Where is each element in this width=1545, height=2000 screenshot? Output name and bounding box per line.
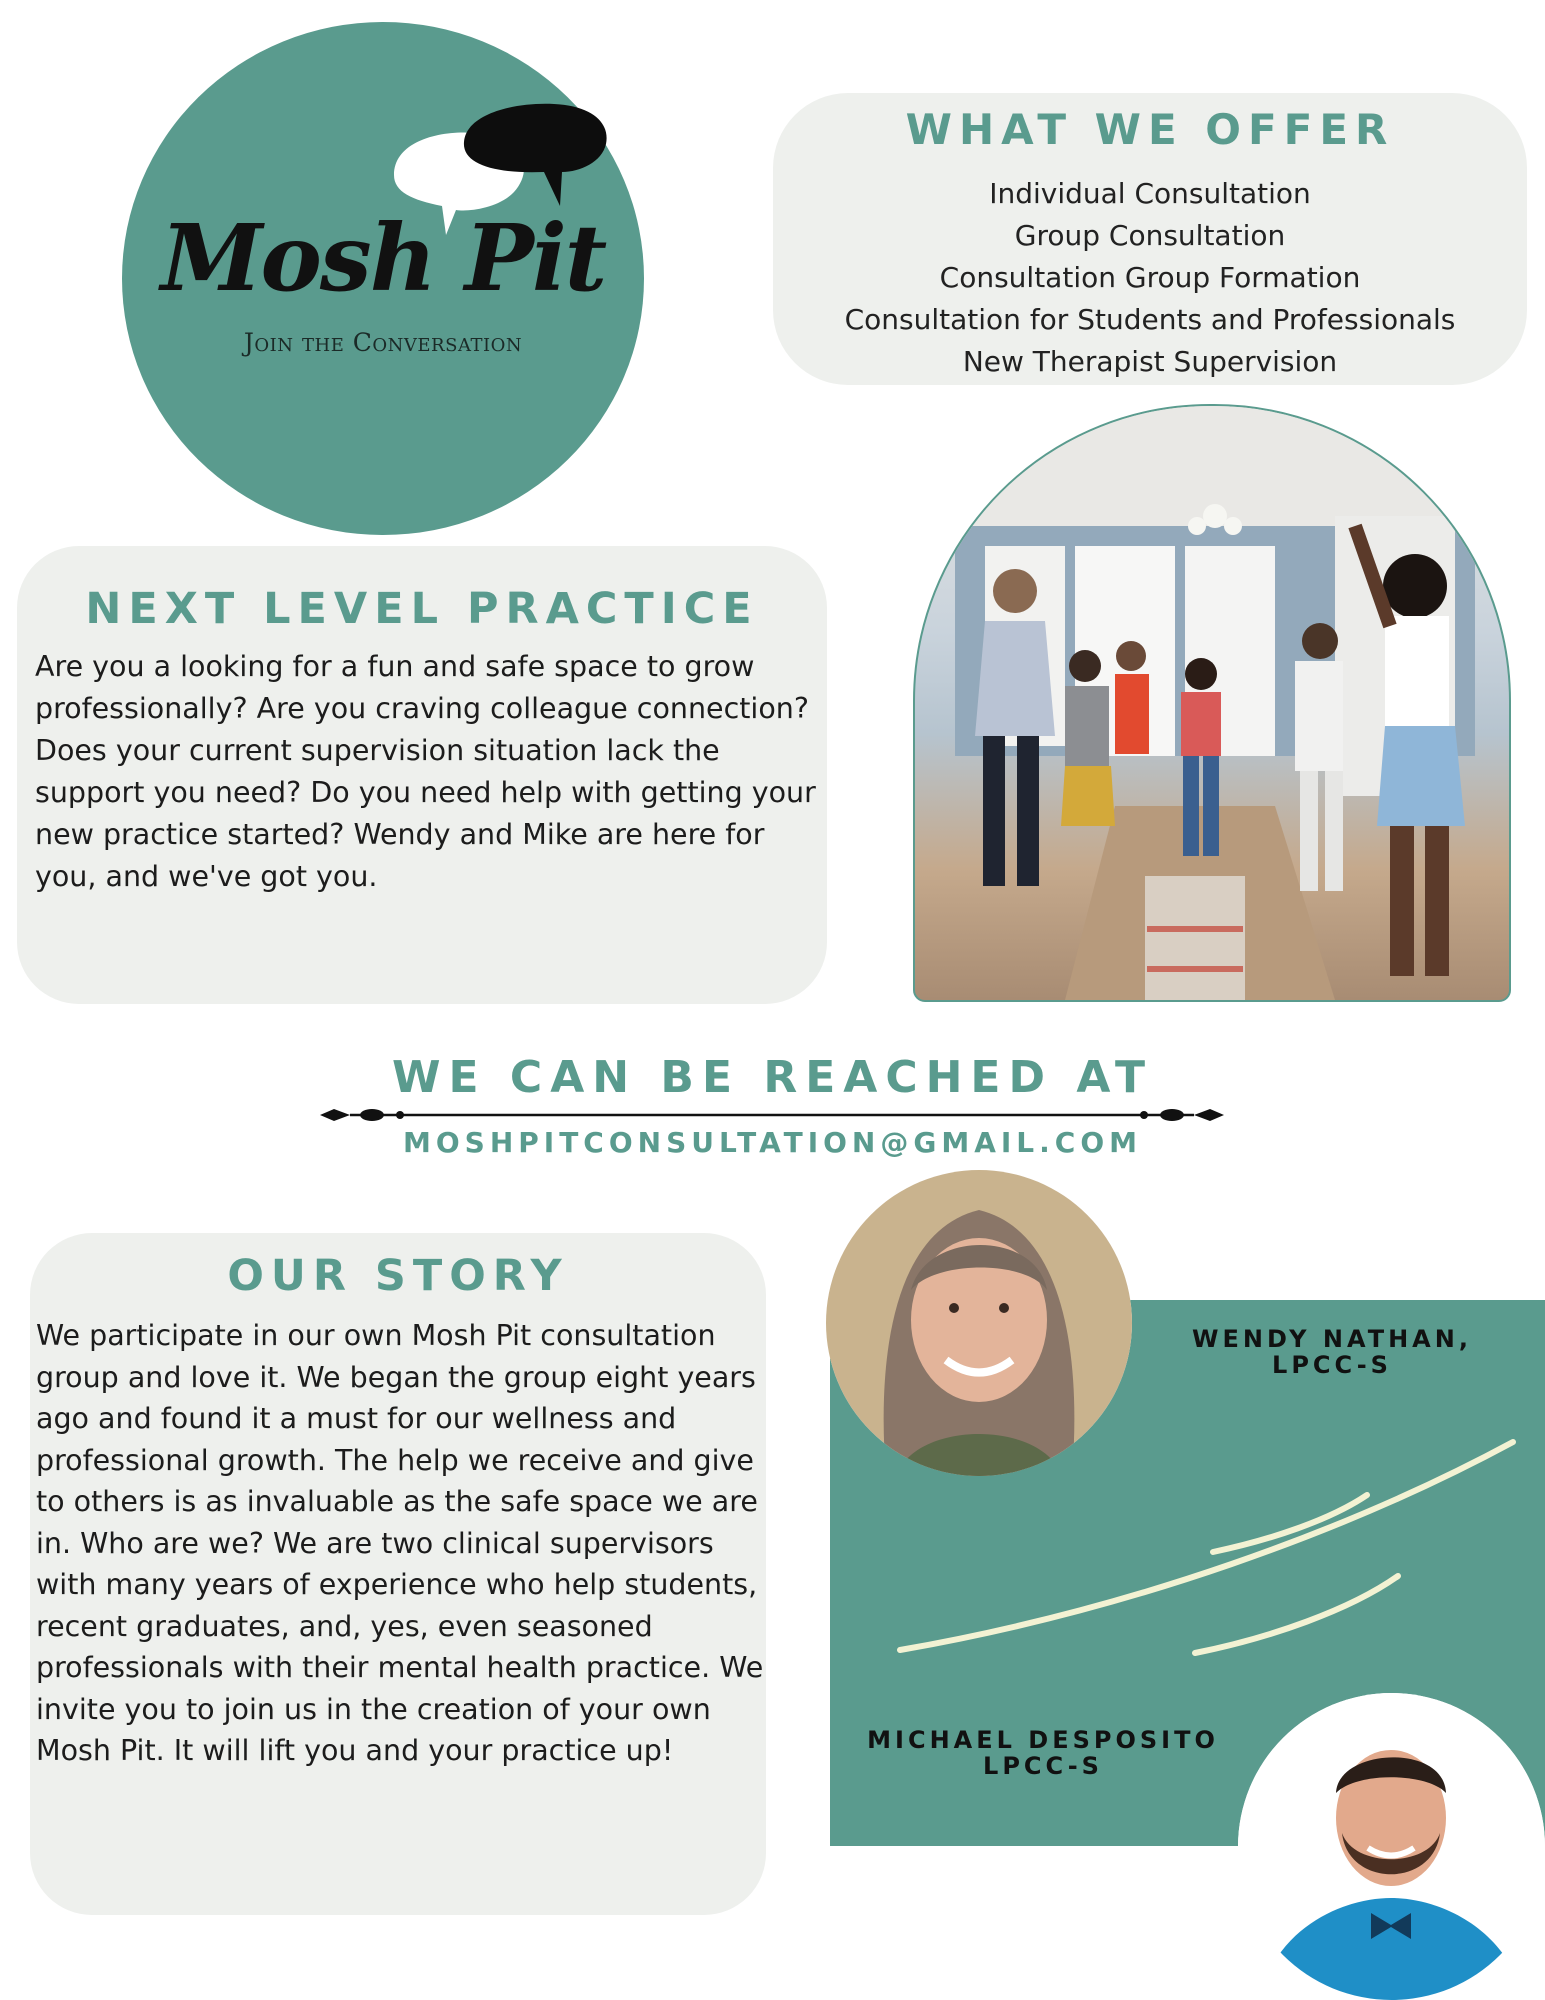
offer-panel <box>773 93 1527 385</box>
logo-badge <box>122 22 644 535</box>
offer-item: Individual Consultation <box>989 177 1311 210</box>
contact-email-link[interactable]: MOSHPITCONSULTATION@GMAIL.COM <box>402 1126 1142 1159</box>
michael-portrait-photo <box>1238 1693 1545 2000</box>
practice-body: Are you a looking for a fun and safe space to grow professionally? Are you craving colleague connection? Does your current supervision situation lack the support you need? Do you need help with getting your new practice started? Wendy and Mike are here for you, and we've got you. <box>35 650 816 893</box>
person-credential: LPCC-S <box>1272 1351 1392 1379</box>
offer-item: Group Consultation <box>1014 219 1286 252</box>
michael-name-label <box>862 1727 1224 1779</box>
group-dancing-illustration <box>915 406 1509 1000</box>
group-dancing-photo <box>913 404 1511 1002</box>
wendy-name-label <box>1162 1326 1502 1378</box>
offer-list <box>773 173 1527 383</box>
ornamental-divider <box>320 1102 1224 1128</box>
person-name: WENDY NATHAN, <box>1192 1325 1472 1353</box>
offer-item: Consultation Group Formation <box>939 261 1361 294</box>
person-name: MICHAEL DESPOSITO <box>867 1726 1219 1754</box>
michael-portrait <box>1238 1693 1545 2000</box>
story-panel <box>30 1233 766 1915</box>
logo-title: Mosh Pit <box>160 204 606 312</box>
wendy-portrait <box>826 1170 1132 1476</box>
offer-item: New Therapist Supervision <box>962 345 1338 378</box>
offer-heading: WHAT WE OFFER <box>905 105 1395 154</box>
practice-panel <box>17 546 827 1004</box>
contact-heading: WE CAN BE REACHED AT <box>392 1052 1153 1103</box>
person-credential: LPCC-S <box>983 1752 1103 1780</box>
story-heading: OUR STORY <box>227 1251 569 1301</box>
logo-tagline: Join the Conversation <box>243 328 523 357</box>
practice-heading: NEXT LEVEL PRACTICE <box>85 584 759 634</box>
wendy-portrait-photo <box>826 1170 1132 1476</box>
story-body: We participate in our own Mosh Pit consultation group and love it. We began the group eight years ago and found it a must for our wellness and professional growth. The help we receive and give to others is as invaluable as the safe space we are in. Who are we? We are two clinical supervisors with many years of experience who help students, recent graduates, and, yes, even seasoned professionals with their mental health practice. We invite you to join us in the creation of your own Mosh Pit. It will lift you and your practice up! <box>36 1319 764 1767</box>
offer-item: Consultation for Students and Professionals <box>844 303 1456 336</box>
